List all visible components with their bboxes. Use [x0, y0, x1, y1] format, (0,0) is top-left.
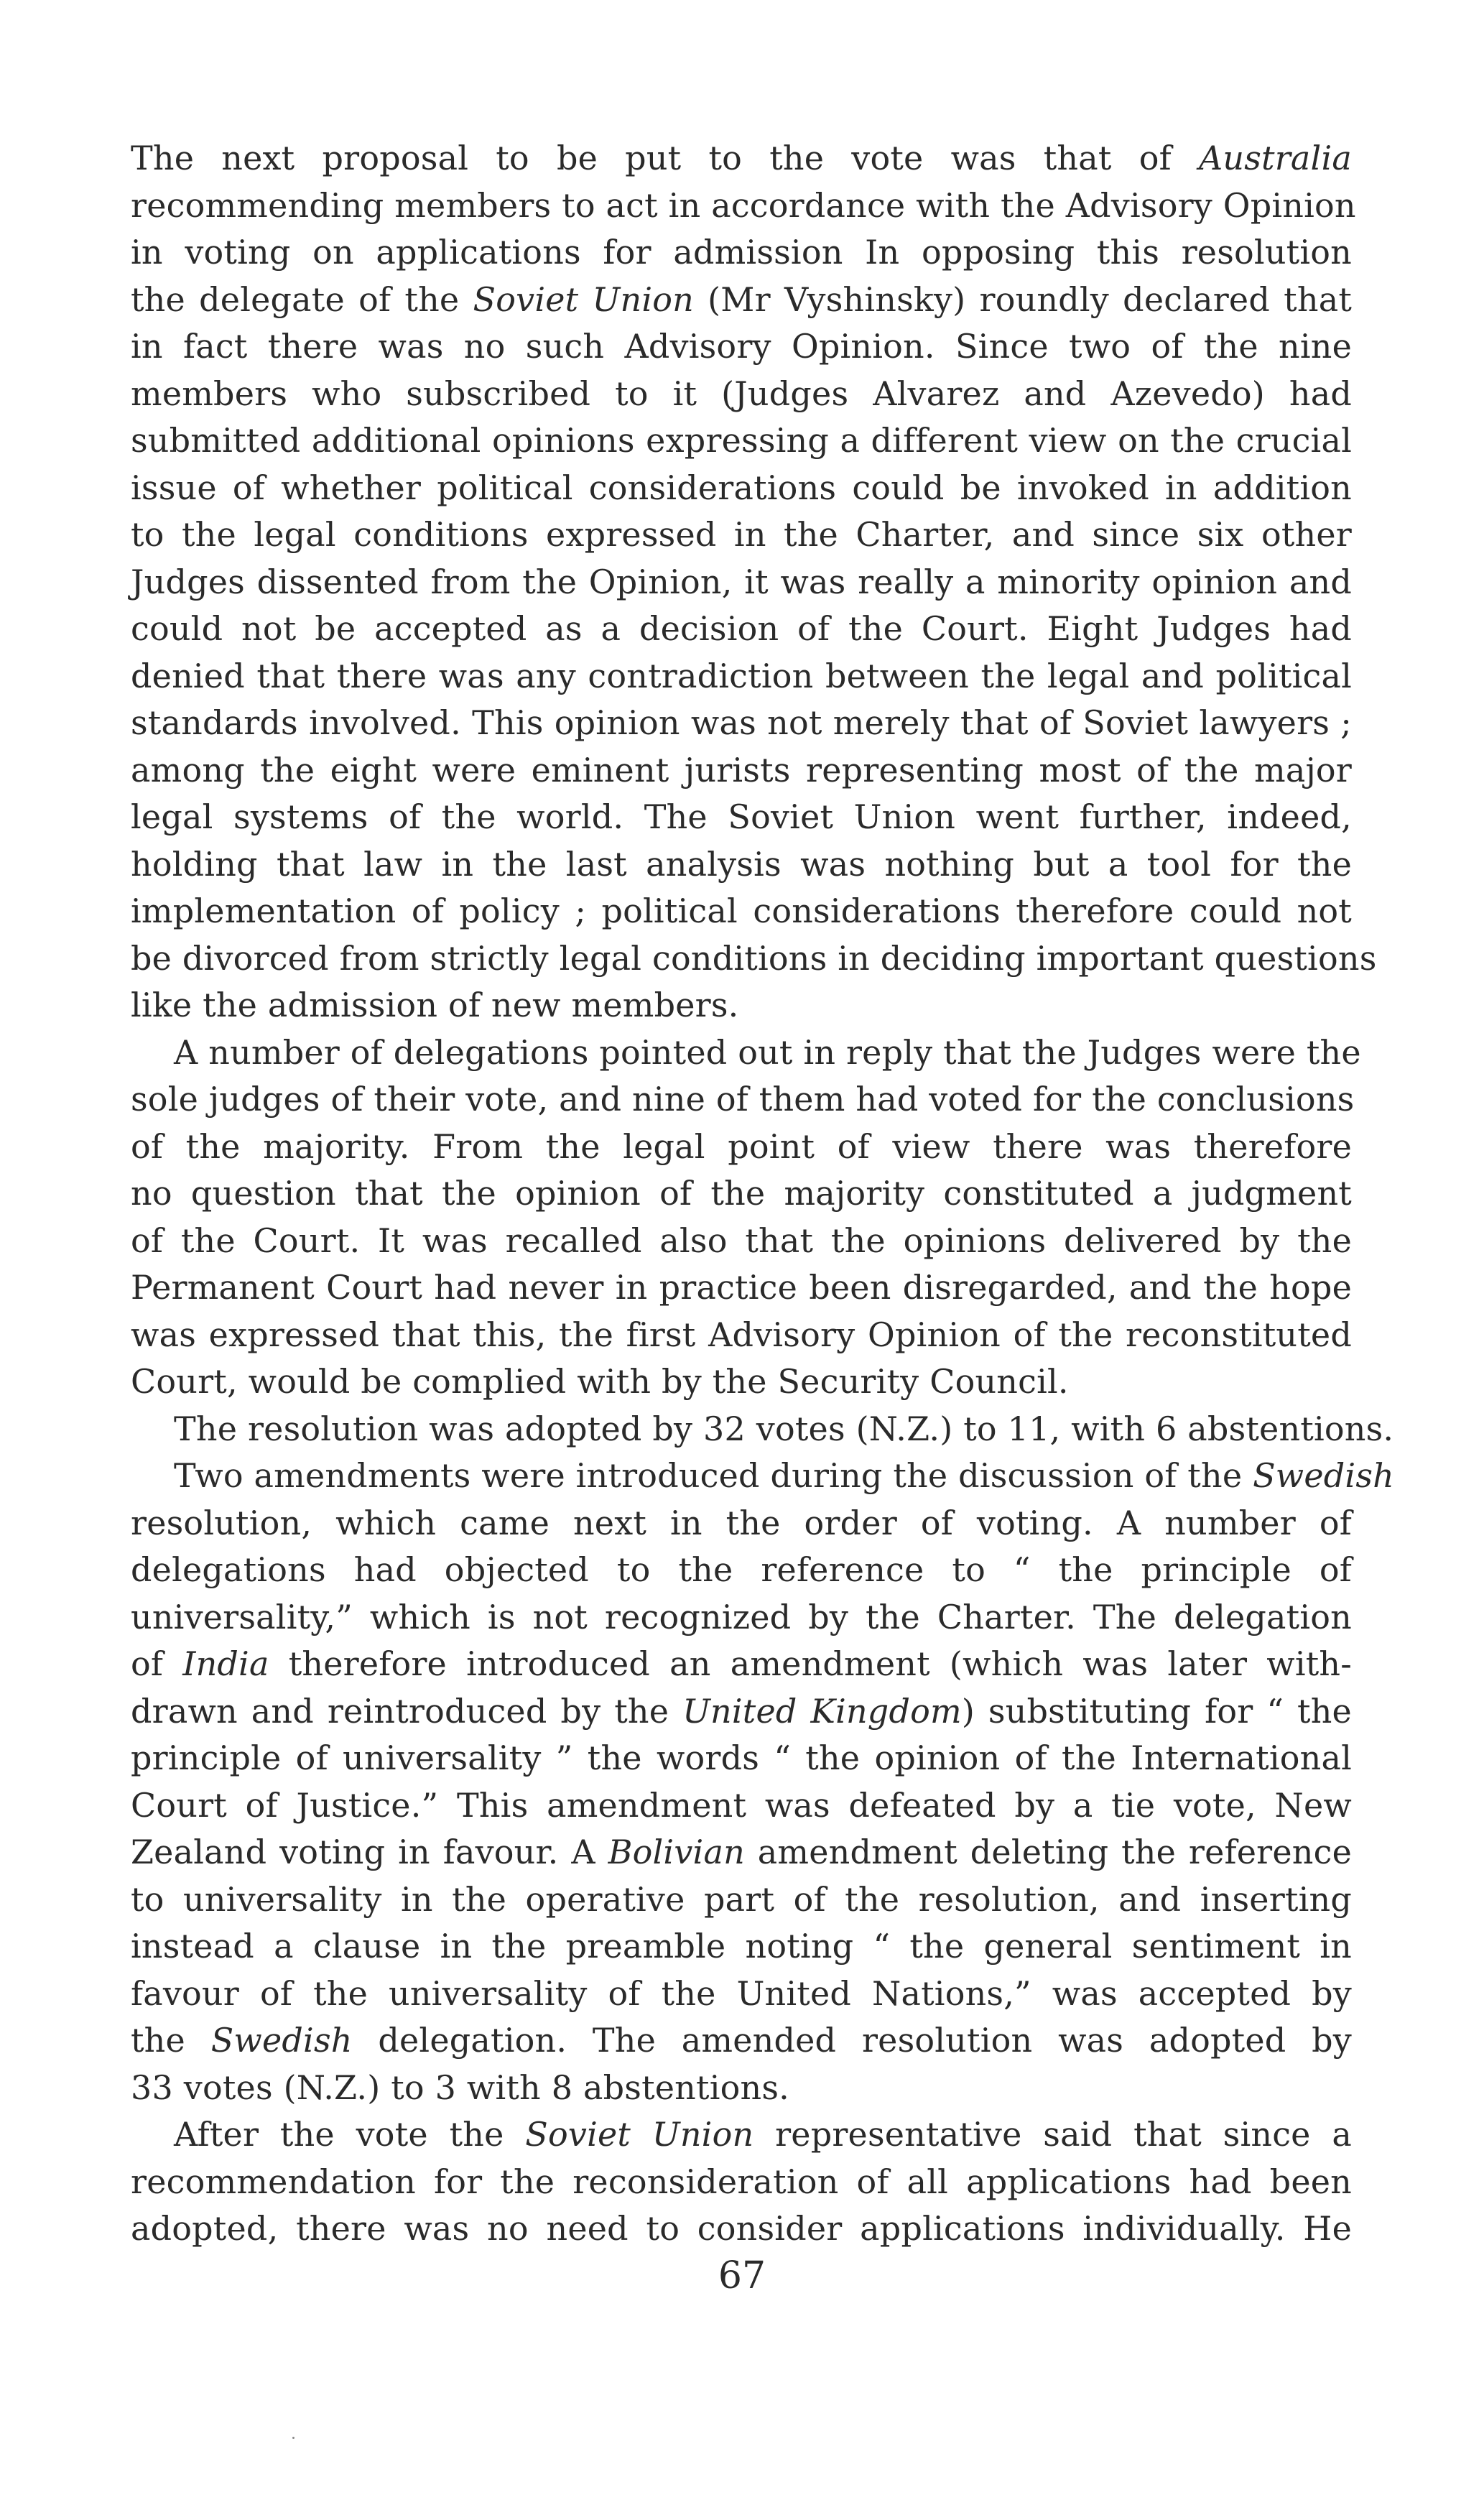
text-line: the Swedish delegation. The amended resolution was adopted by — [131, 2021, 1352, 2060]
text-line: to the legal conditions expressed in the Charter, and since six other — [131, 515, 1352, 554]
text-line: adopted, there was no need to consider applications individually. He — [131, 2209, 1352, 2248]
text-line: no question that the opinion of the majority constituted a judgment — [131, 1174, 1352, 1213]
text-line: Two amendments were introduced during the discussion of the Swedish — [174, 1456, 1394, 1495]
text-line: sole judges of their vote, and nine of them had voted for the conclusions — [131, 1080, 1355, 1119]
text-line: drawn and reintroduced by the United Kingdom) substituting for “ the — [131, 1691, 1352, 1731]
text-line: After the vote the Soviet Union representative said that since a — [174, 2115, 1352, 2154]
text-line: Permanent Court had never in practice been disregarded, and the hope — [131, 1268, 1352, 1307]
text-line: legal systems of the world. The Soviet Union went further, indeed, — [131, 797, 1352, 836]
text-line: holding that law in the last analysis was nothing but a tool for the — [131, 844, 1352, 884]
text-line: favour of the universality of the United Nations,” was accepted by — [131, 1973, 1352, 2013]
text-line: be divorced from strictly legal conditions in deciding important questions — [131, 938, 1377, 978]
text-line: the delegate of the Soviet Union (Mr Vyshinsky) roundly declared that — [131, 279, 1353, 319]
text-line: of India therefore introduced an amendment (which was later with- — [131, 1644, 1352, 1683]
text-line: recommendation for the reconsideration of all applications had been — [131, 2162, 1352, 2201]
text-line: A number of delegations pointed out in reply that the Judges were the — [174, 1032, 1361, 1072]
text-line: members who subscribed to it (Judges Alvarez and Azevedo) had — [131, 374, 1352, 413]
text-line: denied that there was any contradiction between the legal and political — [131, 656, 1352, 695]
text-line: delegations had objected to the reference to “ the principle of — [131, 1550, 1352, 1589]
scan-speck — [292, 2437, 295, 2439]
text-line: implementation of policy ; political considerations therefore could not — [131, 892, 1352, 930]
text-line: to universality in the operative part of the resolution, and inserting — [131, 1879, 1352, 1919]
text-line: principle of universality ” the words “ the opinion of the International — [131, 1738, 1352, 1777]
text-line: The next proposal to be put to the vote was that of Australia — [131, 139, 1352, 177]
text-line: could not be accepted as a decision of the Court. Eight Judges had — [131, 609, 1352, 648]
body-text — [131, 135, 1394, 2253]
page-number: 67 — [718, 2254, 766, 2297]
text-line: issue of whether political considerations could be invoked in addition — [131, 468, 1352, 507]
text-line: among the eight were eminent jurists representing most of the major — [131, 750, 1352, 790]
text-line: 33 votes (N.Z.) to 3 with 8 abstentions. — [131, 2068, 789, 2107]
text-line: in fact there was no such Advisory Opinion. Since two of the nine — [131, 327, 1352, 366]
text-line: like the admission of new members. — [131, 986, 739, 1024]
text-line: The resolution was adopted by 32 votes (N.Z.) to 11, with 6 abstentions. — [174, 1409, 1394, 1448]
text-line: of the majority. From the legal point of view there was therefore — [131, 1126, 1352, 1166]
text-line: Court of Justice.” This amendment was defeated by a tie vote, New — [131, 1785, 1352, 1825]
text-line: Zealand voting in favour. A Bolivian amendment deleting the reference — [131, 1833, 1352, 1871]
text-line: submitted additional opinions expressing a different view on the crucial — [131, 421, 1352, 460]
text-line: Judges dissented from the Opinion, it was really a minority opinion and — [131, 562, 1352, 601]
text-line: Court, would be complied with by the Security Council. — [131, 1362, 1069, 1401]
text-line: resolution, which came next in the order of voting. A number of — [131, 1503, 1352, 1542]
text-line: instead a clause in the preamble noting “ the general sentiment in — [131, 1927, 1352, 1965]
text-line: universality,” which is not recognized by the Charter. The delegation — [131, 1597, 1352, 1636]
text-line: was expressed that this, the first Advisory Opinion of the reconstituted — [131, 1315, 1352, 1354]
text-line: recommending members to act in accordance with the Advisory Opinion — [131, 185, 1356, 225]
text-line: standards involved. This opinion was not merely that of Soviet lawyers ; — [131, 703, 1352, 742]
text-line: of the Court. It was recalled also that the opinions delivered by the — [131, 1221, 1352, 1260]
text-line: in voting on applications for admission In opposing this resolution — [131, 233, 1352, 272]
